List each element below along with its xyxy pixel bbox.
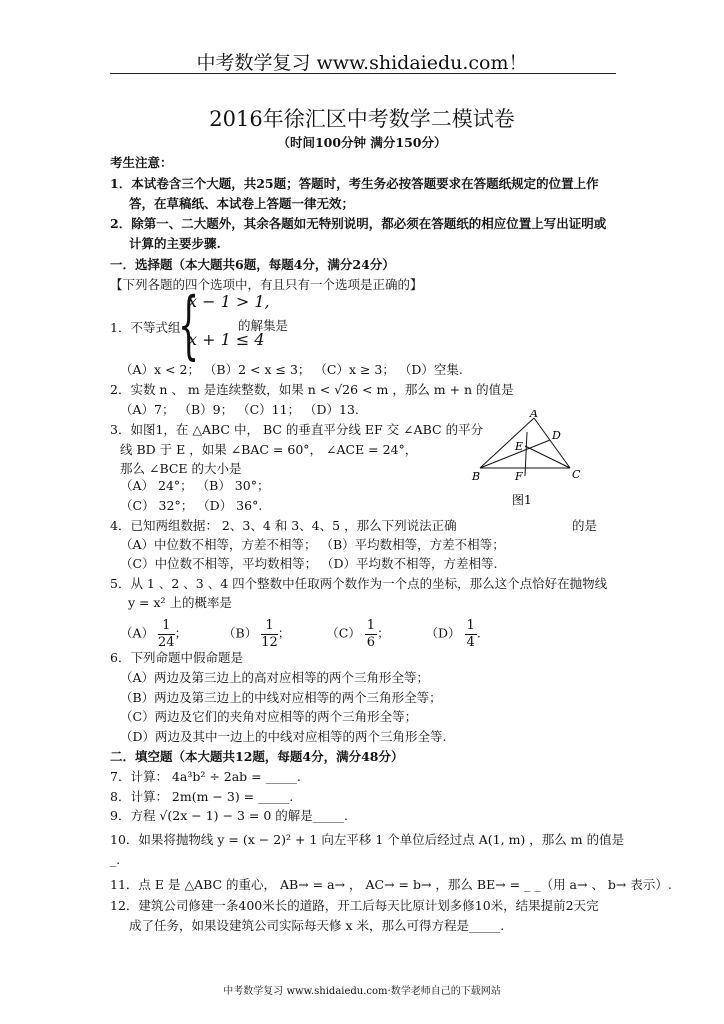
q4-stem-a: 4．已知两组数据： 2、3、4 和 3、4、5 ，那么下列说法正确 xyxy=(110,518,457,533)
q6-stem: 6．下列命题中假命题是 xyxy=(110,650,243,665)
q5-frac-d: $\frac{1}{4}$ xyxy=(466,618,475,650)
notice-item2-line1: 2．除第一、二大题外，其余各题如无特别说明，都必须在答题纸的相应位置上写出证明或 xyxy=(110,216,607,231)
q5-frac-b: $\frac{1}{12}$ xyxy=(261,618,278,650)
notice-item2-line2: 计算的主要步骤. xyxy=(129,236,221,251)
label-e: E xyxy=(515,440,524,453)
exam-title: 2016年徐汇区中考数学二模试卷 xyxy=(209,107,515,131)
figure-1 xyxy=(468,410,588,510)
figure-caption: 图1 xyxy=(512,493,532,507)
q5-frac-a: $\frac{1}{24}$ xyxy=(158,618,175,650)
section1-instruction: 【下列各题的四个选项中，有且只有一个选项是正确的】 xyxy=(110,277,423,292)
q2-options: （A）7； （B）9； （C）11； （D）13. xyxy=(120,402,359,417)
q1-eq2: x + 1 ≤ 4 xyxy=(188,330,265,349)
q12-line1: 12．建筑公司修建一条400米长的道路，开工后每天比原计划多修10米，结果提前2天完 xyxy=(110,898,599,913)
q5-frac-c: $\frac{1}{6}$ xyxy=(366,618,376,650)
q6-option-c: （C）两边及它们的夹角对应相等的两个三角形全等； xyxy=(120,709,418,724)
label-d: D xyxy=(552,429,561,442)
section1-heading: 一．选择题（本大题共6题，每题4分，满分24分） xyxy=(110,257,395,272)
q10-line2: _. xyxy=(110,852,121,867)
q4-options-cd: （C）中位数不相等，平均数相等； （D）平均数不相等，方差相等. xyxy=(120,556,498,571)
edge-ac xyxy=(534,418,570,468)
q6-option-a: （A）两边及第三边上的高对应相等的两个三角形全等； xyxy=(120,670,430,685)
page-header: 中考数学复习 www.shidaiedu.com！ xyxy=(196,52,528,74)
exam-subtitle: （时间100分钟 满分150分） xyxy=(277,135,447,150)
q5-option-d-label: （D） xyxy=(425,625,461,641)
q8: 8．计算： 2m(m − 3) = _____. xyxy=(110,789,294,804)
q7: 7．计算： 4a³b² ÷ 2ab = _____. xyxy=(110,769,301,784)
q10-line1: 10．如果将抛物线 y = (x − 2)² + 1 向左平移 1 个单位后经过点 A(1, m) ，那么 m 的值是 xyxy=(110,832,625,847)
q5-option-c-label: （C） xyxy=(326,625,361,641)
q5-line1: 5．从 1 、2 、3 、4 四个整数中任取两个数作为一个点的坐标，那么这个点恰好在抛物线 xyxy=(110,576,608,591)
notice-heading: 考生注意： xyxy=(110,155,173,170)
q5-options: （A） $\frac{1}{24}$ ； （B） $\frac{1}{12}$ ； （C） $\frac{1}{6}$ ； （D） $\frac{1}{4}$ . xyxy=(120,618,481,650)
q4-options-ab: （A）中位数不相等，方差不相等； （B）平均数相等，方差不相等； xyxy=(120,537,505,552)
label-f: F xyxy=(515,470,523,483)
label-a: A xyxy=(530,410,538,420)
notice-item1-line1: 1．本试卷含三个大题，共25题；答题时，考生务必按答题要求在答题纸规定的位置上作 xyxy=(110,176,599,191)
page-footer: 中考数学复习 www.shidaiedu.com·数学老师自己的下载网站 xyxy=(223,986,501,997)
q6-option-b: （B）两边及第三边上的中线对应相等的两个三角形全等； xyxy=(120,690,442,705)
q1-prefix: 1．不等式组 xyxy=(110,320,181,335)
section2-heading: 二．填空题（本大题共12题，每题4分，满分48分） xyxy=(110,749,404,764)
q2-stem: 2．实数 n 、 m 是连续整数，如果 n < √26 < m ，那么 m + n 的值是 xyxy=(110,382,514,397)
q3-line2: 线 BD 于 E ，如果 ∠BAC = 60°， ∠ACE = 24°， xyxy=(120,442,418,457)
notice-item1-line2: 答，在草稿纸、本试卷上答题一律无效； xyxy=(129,196,355,211)
perp-bisector-ef xyxy=(525,432,527,476)
q3-options-cd: （C） 32°； （D） 36°. xyxy=(120,498,263,513)
q5-option-b-label: （B） xyxy=(223,625,258,641)
segment-ce xyxy=(525,446,570,468)
q1-eq1: x − 1 > 1, xyxy=(188,292,270,311)
q1-options: （A）x < 2； （B）2 < x ≤ 3； （C）x ≥ 3； （D）空集. xyxy=(120,362,463,377)
q5-option-a-label: （A） xyxy=(120,625,155,641)
q9: 9．方程 √(2x − 1) − 3 = 0 的解是_____. xyxy=(110,808,348,823)
q1-brace: { xyxy=(178,282,200,368)
header-divider xyxy=(110,73,616,74)
q6-option-d: （D）两边及其中一边上的中线对应相等的两个三角形全等. xyxy=(120,729,447,744)
label-b: B xyxy=(472,470,481,483)
q12-line2: 成了任务，如果设建筑公司实际每天修 x 米，那么可得方程是_____. xyxy=(129,918,505,933)
q5-line2: y = x² 上的概率是 xyxy=(128,595,233,610)
q3-line3: 那么 ∠BCE 的大小是 xyxy=(120,461,242,476)
q1-suffix: 的解集是 xyxy=(238,318,289,333)
q11: 11．点 E 是 △ABC 的重心， AB→ = a→ ， AC→ = b→ ，那么 BE→ = _ _（用 a→ 、 b→ 表示）. xyxy=(110,877,672,892)
label-c: C xyxy=(572,468,581,481)
q3-options-ab: （A） 24°； （B） 30°； xyxy=(120,478,270,493)
q4-stem-b: 的是 xyxy=(572,518,598,533)
q3-line1: 3．如图1，在 △ABC 中， BC 的垂直平分线 EF 交 ∠ABC 的平分 xyxy=(110,422,484,437)
